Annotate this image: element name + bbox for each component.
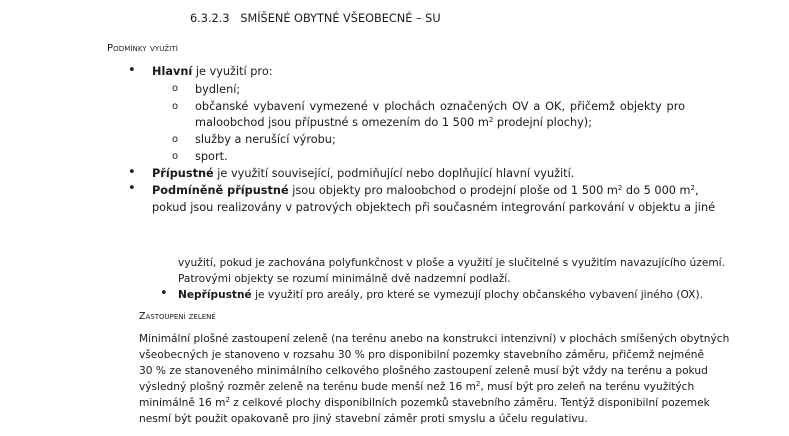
conditions-heading bbox=[107, 44, 178, 54]
main-use-text: je využití pro: bbox=[192, 65, 273, 78]
main-use-item-4: sport. bbox=[195, 150, 228, 163]
sub-bullet-3: o bbox=[172, 134, 179, 145]
sup-m2: 2 bbox=[488, 116, 494, 124]
main-use-item-2: občanské vybavení vymezené v plochách označených OV a OK, přičemž objekty pro bbox=[195, 100, 685, 113]
sup-m2-d: 2 bbox=[225, 396, 230, 404]
conditional-text-1a: jsou objekty pro maloobchod o prodejní ploše od 1 500 m bbox=[288, 184, 618, 197]
sup-m2-a: 2 bbox=[617, 184, 623, 192]
greenery-heading-text: Zastoupení zeleně bbox=[139, 311, 216, 322]
main-use-item-1: bydlení; bbox=[195, 83, 241, 96]
greenery-line-1: Minimální plošné zastoupení zeleně (na terénu anebo na konstrukci intenzivní) v plochách smíšených obytných bbox=[139, 333, 730, 345]
main-use-label: Hlavní bbox=[152, 65, 193, 78]
allowed-text: je využití související, podmiňující nebo doplňující hlavní využití. bbox=[213, 167, 575, 180]
sup-m2-b: 2 bbox=[690, 184, 696, 192]
section-number: 6.3.2.3 bbox=[190, 12, 230, 25]
conditional-text-1b: do 5 000 m bbox=[622, 184, 691, 197]
greenery-heading bbox=[139, 312, 216, 322]
main-use-item-2-cont-text: maloobchod jsou přípustné s omezením do 1 500 m bbox=[195, 116, 489, 129]
bullet-conditional: • bbox=[128, 181, 136, 196]
bullet-allowed: • bbox=[128, 165, 136, 180]
allowed-label: Přípustné bbox=[152, 167, 214, 180]
conditional-line-4: Patrovými objekty se rozumí minimálně dvě nadzemní podlaží. bbox=[178, 273, 511, 285]
section-heading bbox=[190, 13, 441, 24]
greenery-line-4a: výsledný plošný rozměr zeleně na terénu bude menší než 16 m bbox=[139, 381, 476, 393]
conditional-line-3: využití, pokud je zachována polyfunkčnost v ploše a využití je slučitelné s využitím navazujícího území. bbox=[178, 257, 725, 269]
sub-bullet-2: o bbox=[172, 101, 179, 112]
main-use-item-2-tail: prodejní plochy); bbox=[493, 116, 593, 129]
sub-bullet-4: o bbox=[172, 151, 179, 162]
sup-m2-c: 2 bbox=[475, 380, 481, 388]
conditional-text-1c: , bbox=[695, 184, 699, 197]
greenery-line-5 bbox=[139, 396, 710, 409]
main-use-item-2-cont bbox=[195, 117, 592, 128]
forbidden-line bbox=[178, 290, 703, 301]
greenery-line-2: všeobecných je stanoveno v rozsahu 30 % pro disponibilní pozemky stavebního záměru, přičemž nejméně bbox=[139, 349, 705, 361]
conditional-line-2: pokud jsou realizovány v patrových objektech při současném integrování parkování v objektu a jiné bbox=[152, 201, 716, 214]
main-use-item-3: služby a nerušící výrobu; bbox=[195, 133, 336, 146]
greenery-line-5b: z celkové plochy disponibilních pozemků stavebního záměru. Tentýž disponibilní pozemek bbox=[229, 397, 710, 409]
sub-bullet-1: o bbox=[172, 83, 179, 94]
main-use-line bbox=[152, 66, 273, 77]
greenery-line-3: 30 % ze stanoveného minimálního celkového plošného zastoupení zeleně musí být vždy na terénu a pokud bbox=[139, 365, 708, 377]
greenery-line-5a: minimálně 16 m bbox=[139, 397, 226, 409]
bullet-main: • bbox=[128, 63, 136, 78]
bullet-forbidden: • bbox=[160, 286, 168, 301]
greenery-line-4 bbox=[139, 380, 695, 393]
conditional-label: Podmíněně přípustné bbox=[152, 184, 289, 197]
greenery-line-6: nesmí být použit opakovaně pro jiný stavební záměr proti smyslu a účelu regulativu. bbox=[139, 413, 588, 425]
greenery-line-4b: , musí být pro zeleň na terénu využitých bbox=[480, 381, 695, 393]
conditional-line-1 bbox=[152, 185, 699, 196]
allowed-line bbox=[152, 168, 574, 179]
conditions-heading-text: Podmínky využití bbox=[107, 43, 178, 54]
forbidden-label: Nepřípustné bbox=[178, 289, 252, 301]
forbidden-text: je využití pro areály, pro které se vymezují plochy občanského vybavení jiného (OX). bbox=[251, 289, 703, 301]
section-title: SMÍŠENÉ OBYTNÉ VŠEOBECNÉ – SU bbox=[240, 12, 441, 25]
